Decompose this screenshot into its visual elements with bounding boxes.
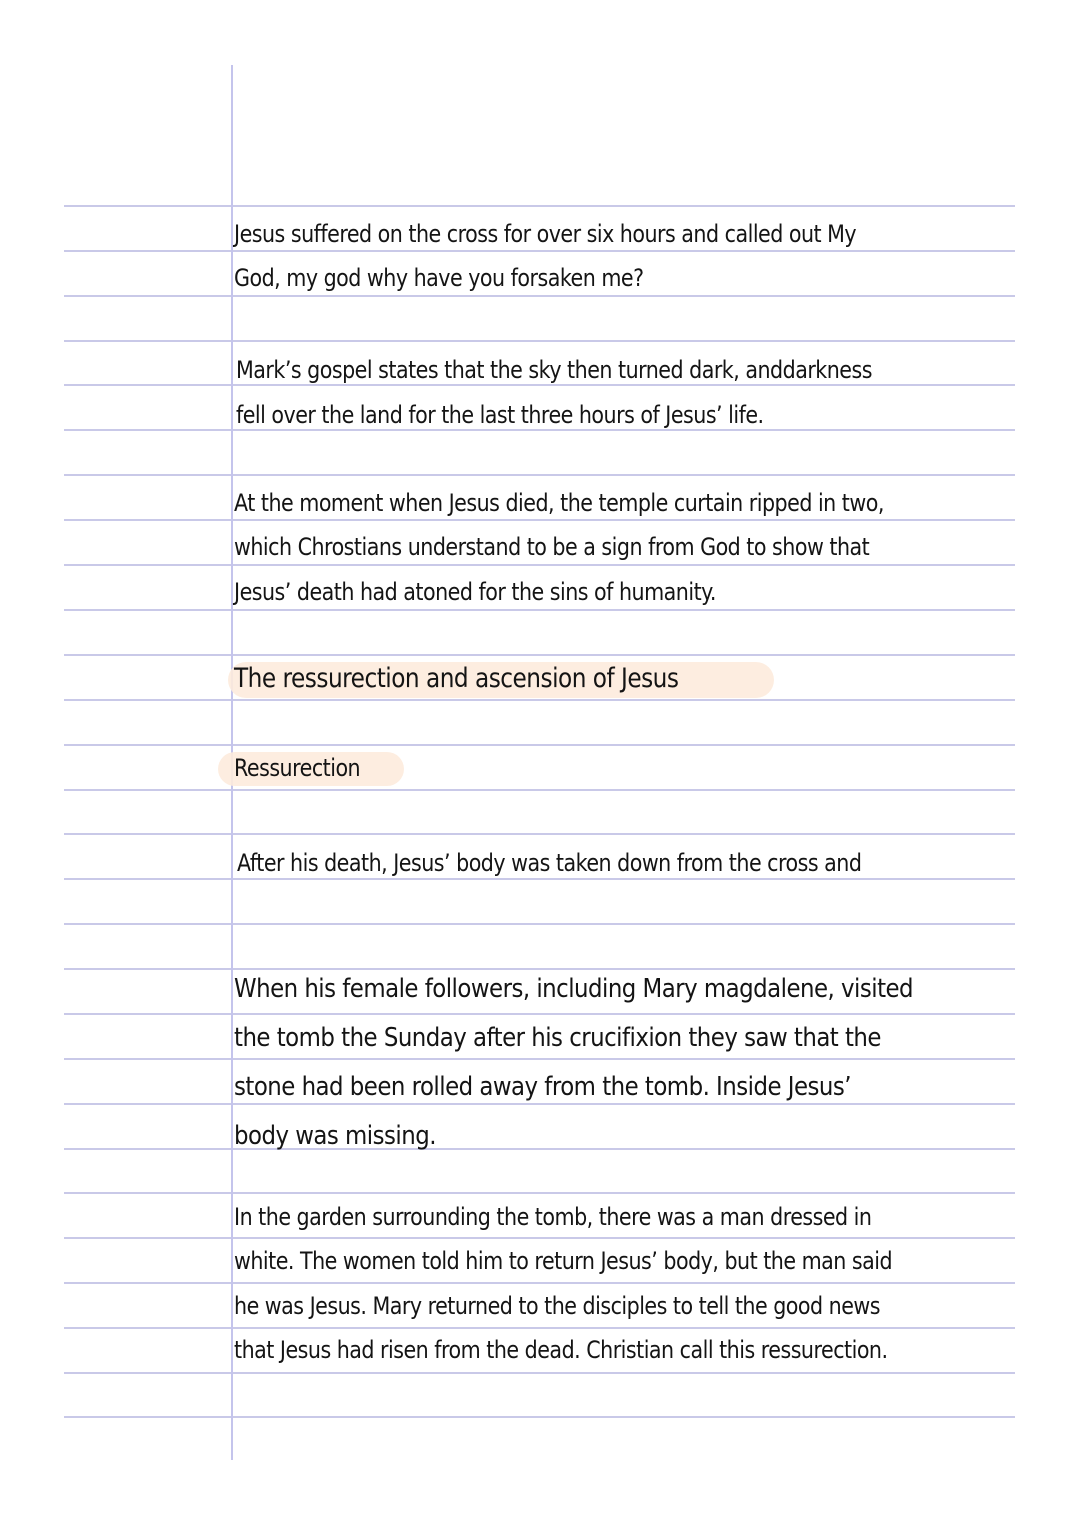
text-line: Mark’s gospel states that the sky then turned dark, anddarkness	[236, 356, 872, 384]
text-line: the tomb the Sunday after his crucifixion they saw that the	[234, 1023, 881, 1053]
rule-line	[64, 609, 1015, 611]
text-line: which Chrostians understand to be a sign from God to show that	[234, 533, 870, 561]
text-line: Jesus’ death had atoned for the sins of humanity.	[234, 578, 716, 606]
rule-line	[64, 1372, 1015, 1374]
rule-line	[64, 1237, 1015, 1239]
text-line: he was Jesus. Mary returned to the disciples to tell the good news	[234, 1292, 881, 1320]
rule-line	[64, 1058, 1015, 1060]
rule-line	[64, 1416, 1015, 1418]
rule-line	[64, 699, 1015, 701]
text-line: When his female followers, including Mary magdalene, visited	[234, 974, 914, 1004]
rule-line	[64, 923, 1015, 925]
text-line: white. The women told him to return Jesus’ body, but the man said	[234, 1247, 893, 1275]
rule-line	[64, 968, 1015, 970]
rule-line	[64, 654, 1015, 656]
rule-line	[64, 1327, 1015, 1329]
rule-line	[64, 384, 1015, 386]
rule-line	[64, 1013, 1015, 1015]
rule-line	[64, 474, 1015, 476]
rule-line	[64, 1282, 1015, 1284]
rule-line	[64, 1148, 1015, 1150]
rule-line	[64, 250, 1015, 252]
rule-line	[64, 295, 1015, 297]
rule-line	[64, 564, 1015, 566]
rule-line	[64, 833, 1015, 835]
rule-line	[64, 205, 1015, 207]
rule-line	[64, 789, 1015, 791]
text-line: Jesus suffered on the cross for over six hours and called out My	[234, 220, 857, 248]
text-line: that Jesus had risen from the dead. Christian call this ressurection.	[234, 1336, 888, 1364]
rule-line	[64, 519, 1015, 521]
text-line: stone had been rolled away from the tomb. Inside Jesus’	[234, 1072, 852, 1102]
text-line: body was missing.	[234, 1121, 436, 1151]
text-line: After his death, Jesus’ body was taken down from the cross and	[237, 849, 862, 877]
rule-line	[64, 878, 1015, 880]
text-line: fell over the land for the last three hours of Jesus’ life.	[236, 401, 764, 429]
rule-line	[64, 744, 1015, 746]
section-subheading: Ressurection	[234, 754, 361, 782]
rule-line	[64, 340, 1015, 342]
section-heading: The ressurection and ascension of Jesus	[234, 663, 679, 694]
rule-line	[64, 429, 1015, 431]
text-line: God, my god why have you forsaken me?	[234, 264, 644, 292]
text-line: In the garden surrounding the tomb, there was a man dressed in	[234, 1203, 872, 1231]
rule-line	[64, 1192, 1015, 1194]
rule-line	[64, 1103, 1015, 1105]
text-line: At the moment when Jesus died, the temple curtain ripped in two,	[234, 489, 884, 517]
